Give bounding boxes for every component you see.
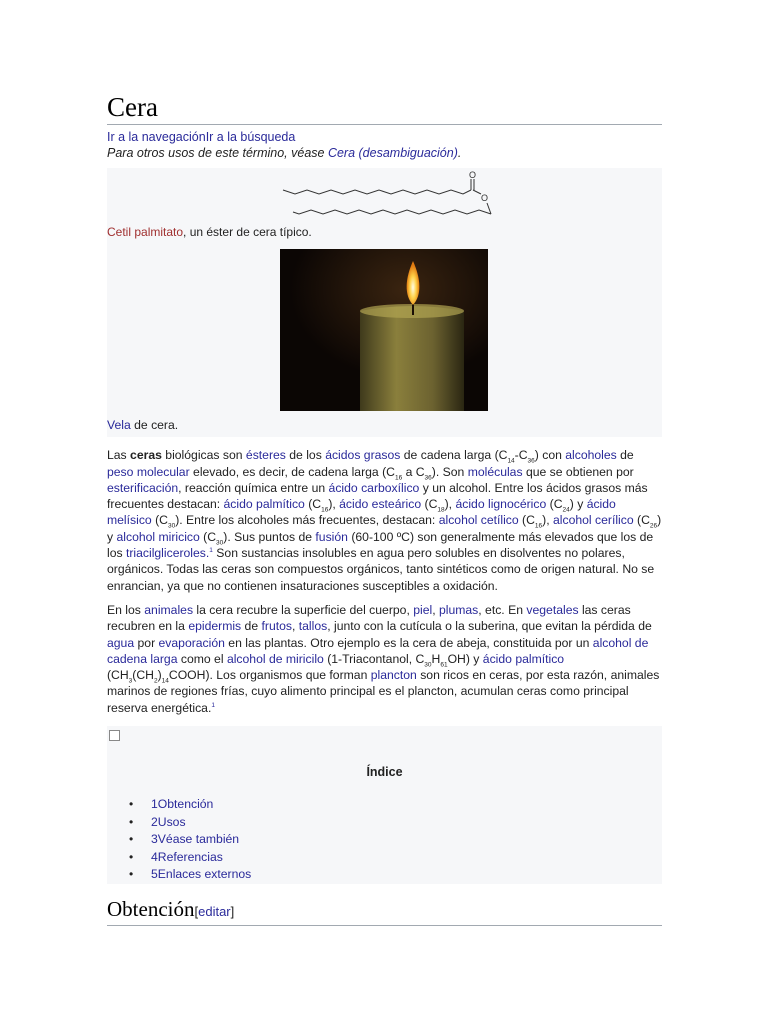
toc-item[interactable]: • 3Véase también (129, 831, 251, 849)
link-acidos-grasos[interactable]: ácidos grasos (325, 448, 401, 463)
paragraph-1: Las ceras biológicas son ésteres de los ácidos grasos de cadena larga $(C_{14}-C_{36})$ con alcoholes de peso molecular elevado, es decir, de cadena larga ($C_{16}$ a $C_{36}$). Son moléculas que se obtienen por esterificación, reacción química entre un ácido carboxílico y un alcohol. Entre los ácidos grasos más frecuentes destacan: ácido palmítico $(C_{16})$, ácido esteárico $(C_{18})$, ácido lignocérico $(C_{24})$ y ácido melísico $(C_{30})$. Entre los alcoholes más frecuentes, destacan: alcohol cetílico $(C_{16})$, alcohol cerílico $(C_{26})$ y alcohol miricico $(C_{30})$. Sus puntos de fusión (60-100 ºC) son generalmente más elevados que los de los triacilgliceroles.$^1$ Son sustancias insolubles en agua pero solubles en disolventes no polares, orgánicos. Todas las ceras son compuestos orgánicos, tanto sintéticos como de origen natural. No se enrancian, ya que no contienen insaturaciones susceptibles a oxidación. (107, 448, 662, 593)
link-moleculas[interactable]: moléculas (467, 464, 523, 479)
link-acido-carboxilico[interactable]: ácido carboxílico (328, 480, 420, 495)
link-tallos[interactable]: tallos (298, 619, 328, 634)
link-alcohol-miricico[interactable]: alcohol miricico (116, 529, 200, 544)
candle-caption: Vela de cera. (107, 418, 179, 432)
link-plancton[interactable]: plancton (370, 668, 417, 683)
link-agua[interactable]: agua (107, 635, 135, 650)
link-esteres[interactable]: ésteres (245, 448, 286, 463)
link-acido-palmitico-2[interactable]: ácido palmítico (482, 651, 565, 666)
link-triacilgliceroles[interactable]: triacilgliceroles. (125, 546, 210, 561)
ester-oxygen: O (481, 193, 489, 203)
acyl-chain (283, 190, 471, 194)
cetil-palmitato-link[interactable]: Cetil palmitato (107, 225, 184, 239)
hatnote: Para otros usos de este término, véase Cera (desambiguación). (107, 146, 462, 160)
link-alcohol-cerilico[interactable]: alcohol cerílico (553, 513, 634, 528)
link-vegetales[interactable]: vegetales (526, 602, 579, 617)
toc-item[interactable]: • 5Enlaces externos (129, 866, 251, 884)
link-alcoholes[interactable]: alcoholes (565, 448, 617, 463)
vela-link[interactable]: Vela (107, 418, 131, 432)
reference-1[interactable]: 1 (209, 547, 213, 555)
link-peso-molecular[interactable]: peso molecular (107, 464, 190, 479)
candle-photo (280, 249, 488, 411)
link-frutos[interactable]: frutos (261, 619, 292, 634)
toc-item[interactable]: • 4Referencias (129, 849, 251, 867)
toc-title: Índice (366, 765, 403, 780)
candle-figure (107, 243, 662, 437)
link-esterificacion[interactable]: esterificación (107, 480, 179, 495)
disambiguation-link[interactable]: Cera (desambiguación) (327, 146, 458, 160)
article (107, 92, 662, 926)
link-alcohol-cadena-larga[interactable]: alcohol de cadena larga (107, 635, 649, 666)
paragraph-2: En los animales la cera recubre la superficie del cuerpo, piel, plumas, etc. En vegetales las ceras recubren en la epidermis de frutos, tallos, junto con la cutícula o la suberina, que evitan la pérdida de agua por evaporación en las plantas. Otro ejemplo es la cera de abeja, constituida por un alcohol de cadena larga como el alcohol de miricilo (1-Triacontanol, $C_{30}H_{61}OH$) y ácido palmítico $(CH_3(CH_2)_{14}COOH)$. Los organismos que forman plancton son ricos en ceras, por esta razón, animales marinos de regiones frías, cuyo alimento principal es el plancton, acumulan ceras como principal reserva energética.$^1$ (107, 602, 660, 715)
toc-item[interactable]: • 2Usos (129, 814, 251, 832)
table-of-contents (107, 726, 662, 884)
carbonyl-oxygen: O (469, 170, 477, 180)
section-edit: [editar] (194, 904, 235, 920)
toc-item[interactable]: • 1Obtención (129, 796, 251, 814)
link-acido-estearico[interactable]: ácido esteárico (339, 497, 422, 512)
link-fusion[interactable]: fusión (315, 529, 348, 544)
link-acido-melisico[interactable]: ácido melísico (107, 497, 616, 528)
jump-links (107, 130, 662, 145)
structure-figure (107, 168, 662, 243)
link-alcohol-cetilico[interactable]: alcohol cetílico (438, 513, 519, 528)
link-acido-palmitico[interactable]: ácido palmítico (223, 497, 305, 512)
link-piel[interactable]: piel (413, 602, 433, 617)
toc-toggle-checkbox[interactable] (109, 730, 120, 741)
alkyl-chain (293, 210, 491, 214)
link-plumas[interactable]: plumas (438, 602, 479, 617)
link-epidermis[interactable]: epidermis (188, 619, 242, 634)
section-heading-obtencion: Obtención[editar] (107, 896, 662, 926)
goto-search-link[interactable]: Ir a la búsqueda (205, 130, 296, 144)
link-evaporacion[interactable]: evaporación (158, 635, 225, 650)
ester-bond (473, 190, 481, 194)
link-alcohol-miricilo[interactable]: alcohol de miricilo (226, 651, 324, 666)
cetyl-palmitate-structure (107, 170, 662, 222)
link-acido-lignocerico[interactable]: ácido lignocérico (455, 497, 547, 512)
toc-list (129, 796, 251, 884)
goto-navigation-link[interactable]: Ir a la navegación (107, 130, 206, 144)
reference-1b[interactable]: 1 (211, 701, 215, 709)
page-title: Cera (107, 92, 662, 125)
link-animales[interactable]: animales (144, 602, 194, 617)
structure-caption: Cetil palmitato, un éster de cera típico. (107, 225, 312, 239)
edit-section-link[interactable]: editar (198, 904, 231, 920)
